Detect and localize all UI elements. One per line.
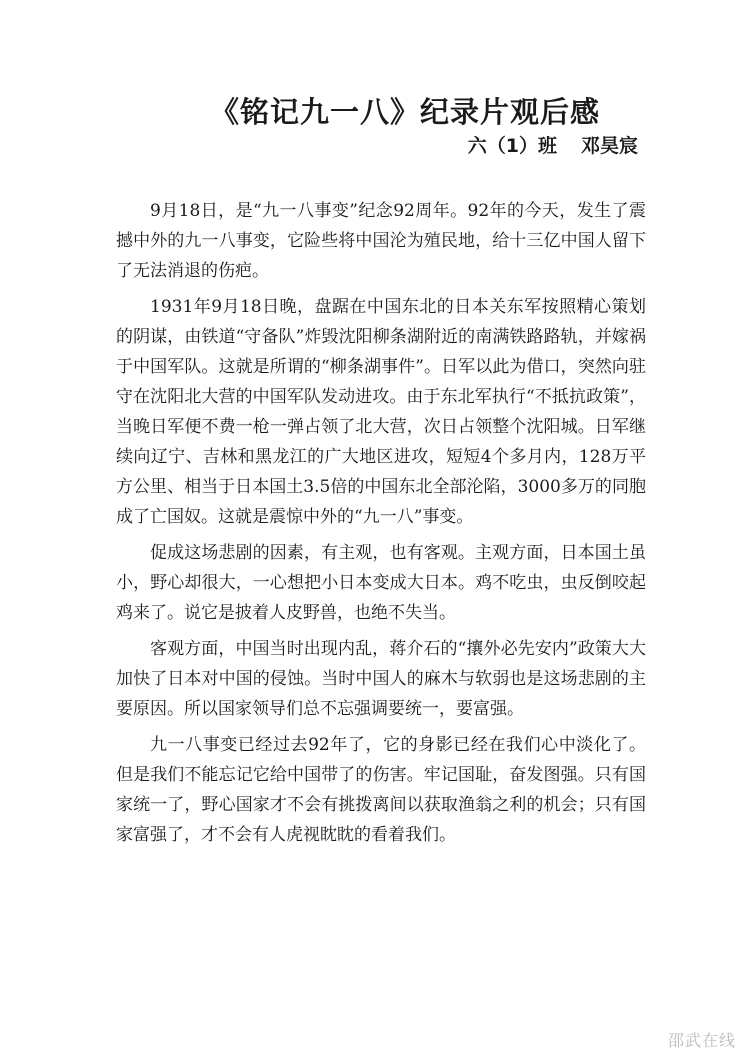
byline <box>468 131 638 158</box>
paragraph: 促成这场悲剧的因素，有主观，也有客观。主观方面，日本国土虽小，野心却很大，一心想把小日本变成大日本。鸡不吃虫，虫反倒咬起鸡来了。说它是披着人皮野兽，也绝不失当。 <box>116 543 646 623</box>
paragraph: 9月18日，是“九一八事变”纪念92周年。92年的今天，发生了震撼中外的九一八事变，它险些将中国沦为殖民地，给十三亿中国人留下了无法消退的伤疤。 <box>116 201 646 281</box>
paragraph: 九一八事变已经过去92年了，它的身影已经在我们心中淡化了。但是我们不能忘记它给中国带了的伤害。牢记国耻，奋发图强。只有国家统一了，野心国家才不会有挑拨离间以获取渔翁之利的机会；只有国家富强了，才不会有人虎视眈眈的看着我们。 <box>116 735 646 845</box>
class-name: 六（1）班 <box>467 135 557 157</box>
paragraph: 1931年9月18日晚，盘踞在中国东北的日本关东军按照精心策划的阴谋，由铁道“守备队”炸毁沈阳柳条湖附近的南满铁路路轨，并嫁祸于中国军队。这就是所谓的“柳条湖事件”。日军以此为借口，突然向驻守在沈阳北大营的中国军队发动进攻。由于东北军执行“不抵抗政策”，当晚日军便不费一枪一弹占领了北大营，次日占领整个沈阳城。日军继续向辽宁、吉林和黑龙江的广大地区进攻，短短4个多月内，128万平方公里、相当于日本国土3.5倍的中国东北全部沦陷，3000多万的同胞成了亡国奴。这就是震惊中外的“九一八”事变。 <box>116 297 646 527</box>
site-watermark: 邵武在线 <box>667 1031 736 1050</box>
paragraph: 客观方面，中国当时出现内乱，蒋介石的“攘外必先安内”政策大大加快了日本对中国的侵蚀。当时中国人的麻木与软弱也是这场悲剧的主要原因。所以国家领导们总不忘强调要统一，要富强。 <box>116 639 646 719</box>
document-body <box>116 196 646 856</box>
document-title: 《铭记九一八》纪录片观后感 <box>209 95 600 129</box>
author-name: 邓昊宸 <box>580 135 638 157</box>
